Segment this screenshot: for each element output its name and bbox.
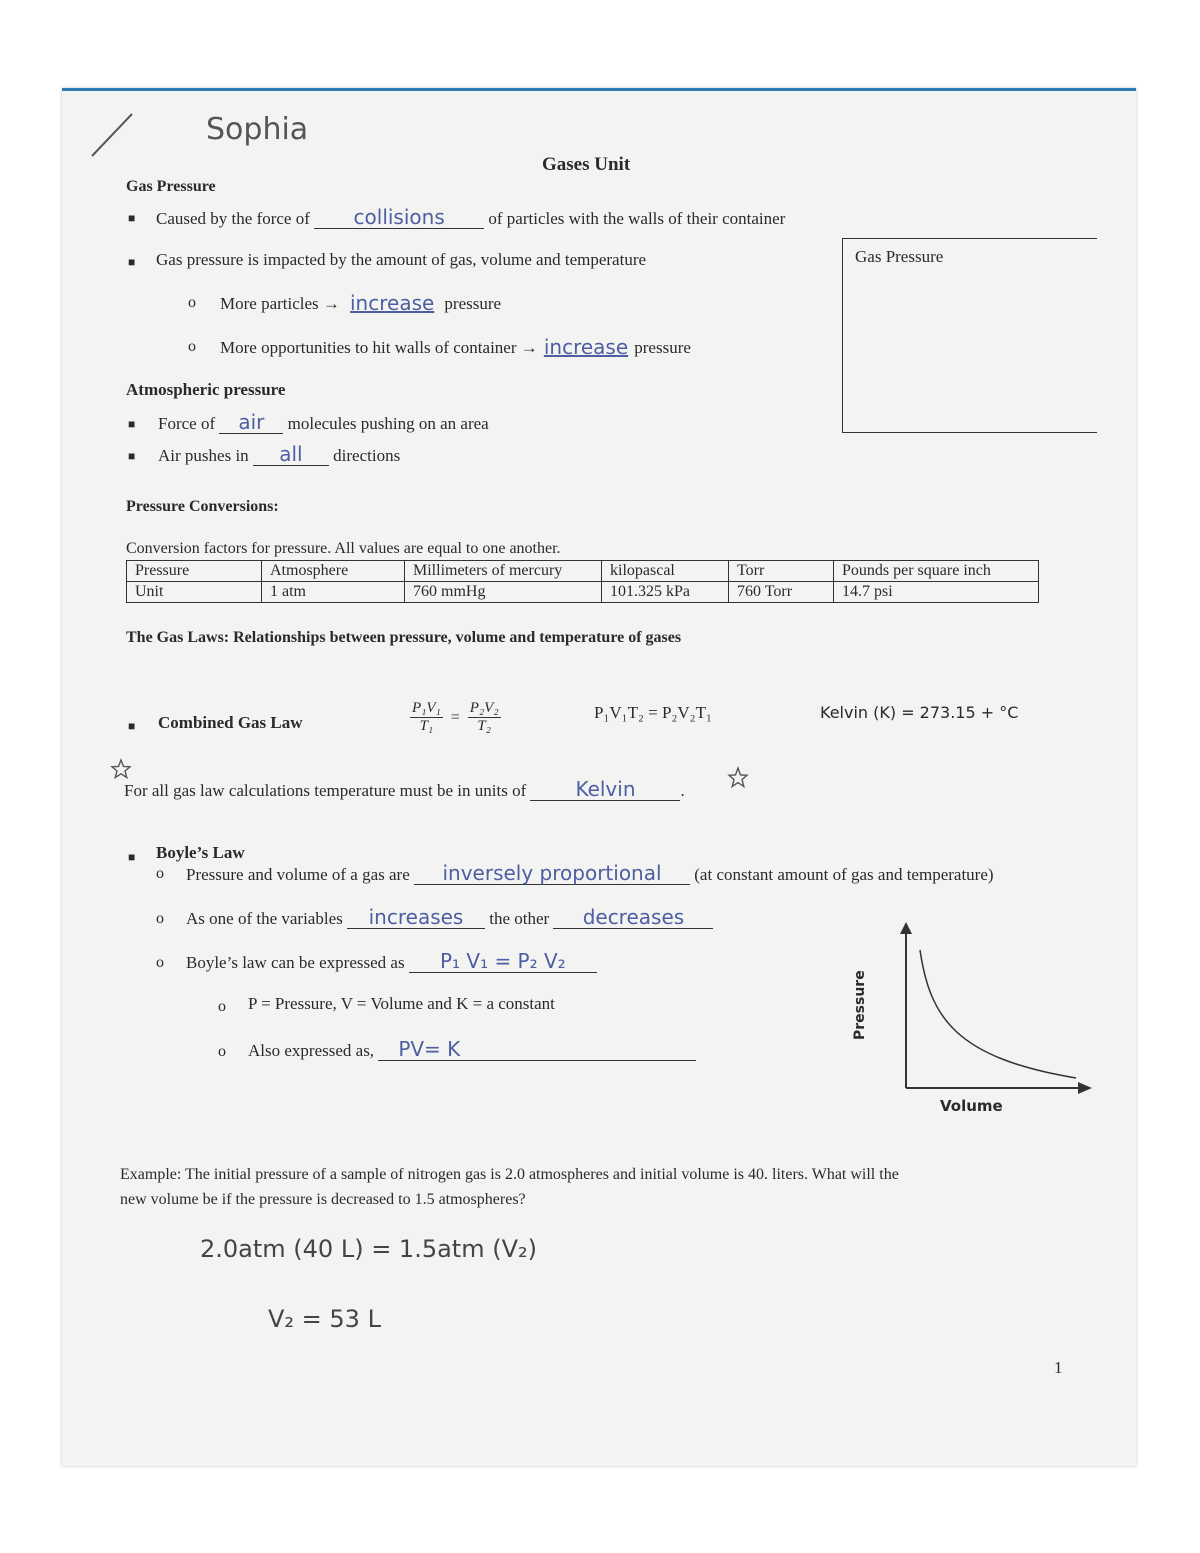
star-icon [110,758,132,780]
table-cell: 760 Torr [729,582,834,603]
boyles-law-graph [846,918,1096,1118]
graph-x-label: Volume [940,1097,1003,1115]
inverse-curve [920,950,1076,1078]
denominator: T₁ [419,718,434,734]
table-cell: 760 mmHg [405,582,602,603]
text: the other [489,909,550,928]
text: For all gas law calculations temperature must be in units of [124,781,527,800]
table-row [127,561,1039,582]
numerator: P₂V₂ [469,700,499,716]
answer-inversely-proportional: inversely proportional [414,862,690,885]
table-cell: Pounds per square inch [834,561,1039,582]
equals-sign: = [450,708,460,726]
sub-bullet: o [188,338,196,355]
boyle-sub-1 [186,862,994,885]
conversions-caption: Conversion factors for pressure. All values are equal to one another. [126,540,561,557]
conversion-table [126,560,1039,603]
bullet: ■ [128,850,136,864]
answer-increases: increases [347,906,485,929]
text: pressure [444,294,502,313]
table-cell: 101.325 kPa [602,582,729,603]
boyles-law-label: Boyle’s Law [156,843,245,862]
text: Also expressed as, [248,1041,375,1060]
star-icon [726,766,750,790]
fraction-left [410,700,443,735]
student-name: Sophia [206,112,309,147]
bullet: ■ [128,449,136,463]
table-cell: Pressure [127,561,262,582]
y-axis-arrow-icon [900,922,912,934]
gas-laws-heading: The Gas Laws: Relationships between pressure, volume and temperature of gases [126,629,682,646]
boyle-sub-2 [186,906,713,929]
answer-pv-k: PV= K [378,1038,696,1061]
page-title: Gases Unit [542,154,631,175]
table-cell: Torr [729,561,834,582]
sub-bullet: o [156,954,164,971]
graph-y-label: Pressure [852,970,868,1040]
sub-bullet: o [156,865,164,882]
table-cell: 14.7 psi [834,582,1039,603]
sub-bullet: o [156,910,164,927]
table-cell: Atmosphere [262,561,405,582]
text: More opportunities to hit walls of container → [220,338,538,357]
text: As one of the variables [186,909,343,928]
text: More particles → [220,294,340,313]
bullet: ■ [128,211,136,225]
text: molecules pushing on an area [287,414,489,433]
text: Pressure and volume of a gas are [186,865,410,884]
answer-all: all [253,443,329,466]
text: Force of [158,414,216,433]
gas-pressure-heading: Gas Pressure [126,178,216,195]
box-label: Gas Pressure [855,247,944,266]
bullet: ■ [128,719,136,733]
boyle-sub-sub-1: P = Pressure, V = Volume and K = a constant [248,994,555,1013]
boyle-sub-sub-2 [248,1038,696,1061]
example-line-1: Example: The initial pressure of a sample of nitrogen gas is 2.0 atmospheres and initial volume is 40. liters. What will the [120,1166,899,1183]
handwritten-work-line-1: 2.0atm (40 L) = 1.5atm (V₂) [200,1235,537,1263]
gas-pressure-bullet-2: Gas pressure is impacted by the amount of gas, volume and temperature [156,250,647,269]
combined-gas-law-fraction [410,700,501,735]
conversions-heading: Pressure Conversions: [126,498,279,515]
answer-p1v1-p2v2: P₁ V₁ = P₂ V₂ [409,950,597,973]
text: of particles with the walls of their container [488,209,786,228]
text: Air pushes in [158,446,249,465]
fraction-right [468,700,501,735]
x-axis-arrow-icon [1078,1082,1092,1094]
gas-pressure-sub-2 [220,336,691,358]
gas-pressure-bullet-1 [156,206,785,229]
atmospheric-bullet-2 [158,443,400,466]
atmospheric-heading: Atmospheric pressure [126,380,286,399]
text: . [680,781,685,800]
numerator: P₁V₁ [412,700,441,716]
atmospheric-bullet-1 [158,411,489,434]
table-row [127,582,1039,603]
combined-gas-law-alt: P₁V₁T₂ = P₂V₂T₁ [594,703,712,722]
pencil-slash-mark [88,110,138,160]
answer-decreases: decreases [553,906,713,929]
text: Boyle’s law can be expressed as [186,953,405,972]
sub-sub-bullet: o [218,998,226,1015]
page-number: 1 [1054,1358,1063,1377]
bullet: ■ [128,417,136,431]
table-cell: Millimeters of mercury [405,561,602,582]
sub-bullet: o [188,294,196,311]
text: (at constant amount of gas and temperature) [694,865,994,884]
answer-increase-2: increase [543,335,629,359]
table-cell: Unit [127,582,262,603]
kelvin-formula: Kelvin (K) = 273.15 + °C [820,703,1019,722]
handwritten-work-line-2: V₂ = 53 L [268,1305,381,1333]
denominator: T₂ [477,718,491,734]
example-line-2: new volume be if the pressure is decreased to 1.5 atmospheres? [120,1191,526,1208]
answer-collisions: collisions [314,206,484,229]
gas-pressure-drawing-box [842,238,1097,433]
answer-air: air [219,411,283,434]
boyle-sub-3 [186,950,597,973]
combined-gas-law-label: Combined Gas Law [158,713,303,732]
text: directions [333,446,401,465]
kelvin-units-sentence [124,778,685,801]
table-cell: kilopascal [602,561,729,582]
table-cell: 1 atm [262,582,405,603]
bullet: ■ [128,255,136,269]
sub-sub-bullet: o [218,1043,226,1060]
answer-increase-1: increase [350,291,435,315]
text: Caused by the force of [156,209,310,228]
answer-kelvin: Kelvin [530,778,680,801]
gas-pressure-sub-1 [220,292,501,314]
text: pressure [634,338,691,357]
